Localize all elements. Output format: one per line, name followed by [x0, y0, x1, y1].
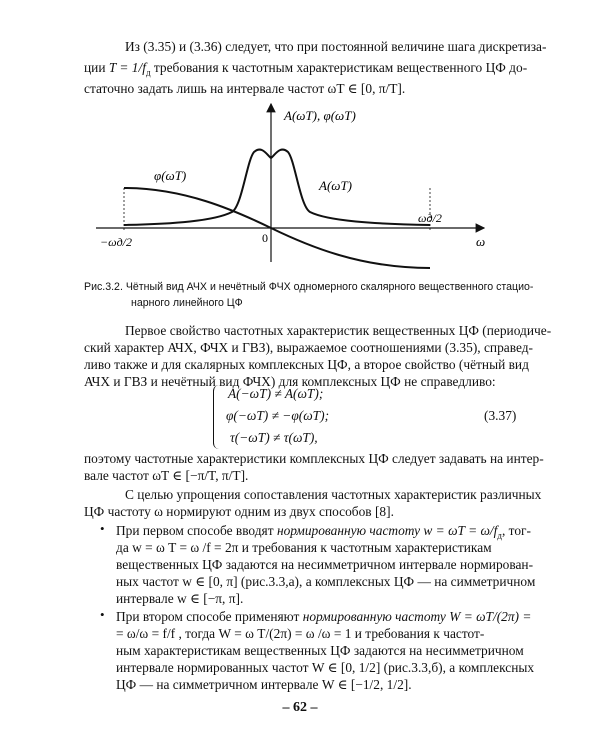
bullet2-line5: ЦФ — на симметричном интервале W ∈ [−1/2, 1/2].	[116, 677, 412, 692]
bullet1-line1: При первом способе вводят нормированную частоту $w = \omega T = \omega/f_д$, тог-	[116, 523, 531, 541]
equation-row-3: τ(−ωT) ≠ τ(ωT),	[230, 430, 318, 445]
amplitude-curve	[124, 150, 430, 225]
bullet2-line2: = ω/ω = f/f , тогда W = ω T/(2π) = ω /ω = 1 и требования к частот-	[116, 626, 485, 641]
left-tick-label: −ωд/2	[100, 235, 132, 249]
para4-line1: С целью упрощения сопоставления частотных характеристик различных	[125, 487, 542, 502]
bullet2-line4: интервале нормированных частот W ∈ [0, 1/2] (рис.3.3,б), а комплексных	[116, 660, 535, 675]
bullet2-line1: При втором способе применяют нормированную частоту W = ωT/(2π) =	[116, 609, 532, 624]
para4-line2: ЦФ частоту ω нормируют одним из двух способов [8].	[84, 504, 394, 519]
bullet1-line4: ных частот w ∈ [0, π] (рис.3.3,а), а комплексных ЦФ — на симметричном	[116, 574, 536, 589]
para2-line2: ский характер АЧХ, ФЧХ и ГВЗ), выражаемое соотношениями (3.35), справед-	[84, 340, 534, 355]
para2-line1: Первое свойство частотных характеристик вещественных ЦФ (периодиче-	[125, 323, 552, 338]
equation-row-1: A(−ωT) ≠ A(ωT);	[228, 386, 324, 401]
para3-line2: вале частот ωT ∈ [−π/T, π/T].	[84, 468, 249, 483]
para1-line1: Из (3.35) и (3.36) следует, что при постоянной величине шага дискретиза-	[125, 39, 547, 54]
origin-label: 0	[262, 231, 268, 245]
bullet1-line2: да w = ω T = ω /f = 2π и требования к частотным характеристикам	[116, 540, 492, 555]
para3-line1: поэтому частотные характеристики комплексных ЦФ следует задавать на интер-	[84, 451, 544, 466]
figure-3-2	[84, 100, 514, 270]
x-axis-label: ω	[476, 234, 486, 249]
para1-line2: ции $T = 1/f_д$ требования к частотным характеристикам вещественного ЦФ до-	[84, 60, 528, 78]
figure-caption-line2: нарного линейного ЦФ	[131, 297, 243, 309]
para1-line3: статочно задать лишь на интервале частот ωT ∈ [0, π/T].	[84, 81, 406, 96]
page-number: – 62 –	[282, 700, 318, 715]
para2-line4: АЧХ и ГВЗ и нечётный вид ФЧХ) для комплексных ЦФ не справедливо:	[84, 374, 496, 389]
bullet1-line5: интервале w ∈ [−π, π].	[116, 591, 244, 606]
bullet1-line3: вещественных ЦФ задаются на несимметричном интервале нормирован-	[116, 557, 534, 572]
equation-row-2: φ(−ωT) ≠ −φ(ωT);	[226, 408, 330, 423]
phase-label: φ(ωT)	[154, 168, 187, 183]
para2-line3: ливо также и для скалярных комплексных ЦФ, а второе свойство (чётный вид	[84, 357, 529, 372]
figure-caption-line1: Рис.3.2. Чётный вид АЧХ и нечётный ФЧХ одномерного скалярного вещественного стацио-	[84, 281, 534, 293]
bullet-2-marker: •	[100, 607, 105, 622]
y-axis-label: A(ωT), φ(ωT)	[284, 108, 356, 123]
bullet-1-marker: •	[100, 521, 105, 536]
right-tick-label: ωд/2	[418, 211, 442, 225]
bullet2-line3: ным характеристикам вещественных ЦФ задаются на несимметричном	[116, 643, 524, 658]
amplitude-label: A(ωT)	[319, 178, 353, 193]
equation-number: (3.37)	[484, 408, 517, 423]
